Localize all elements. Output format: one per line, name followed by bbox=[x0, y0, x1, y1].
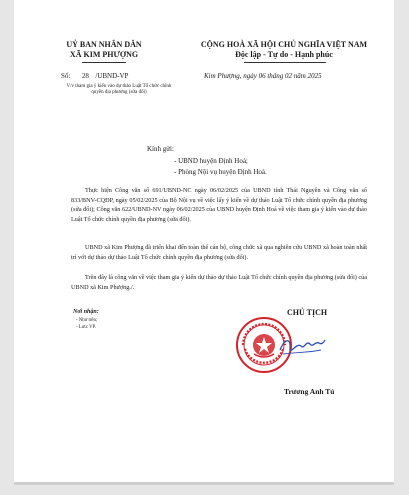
date-line: Kim Phượng, ngày 06 tháng 02 năm 2025 bbox=[204, 72, 322, 80]
agency-line-1: UỶ BAN NHÂN DÂN bbox=[66, 40, 142, 49]
addressee-item: - UBND huyện Định Hoá; bbox=[174, 157, 248, 165]
signer-name: Trương Anh Tú bbox=[284, 387, 335, 396]
recipient-item: - Lưu: VP. bbox=[76, 325, 96, 330]
addressee-label: Kính gửi: bbox=[147, 145, 174, 153]
recipients-label: Nơi nhận: bbox=[73, 309, 99, 315]
subject-line: V/v tham gia ý kiến vào dự thảo Luật Tổ chức chính quyền địa phương (sửa đổi) bbox=[66, 84, 172, 95]
body-paragraph-1: Thực hiện Công văn số 691/UBND-NC ngày 06/02/2025 của UBND tỉnh Thái Nguyên và Công văn số 833/BNV-CQĐP, ngày 05/02/2025 của Bộ Nội vụ về việc lấy ý kiến về dự thảo Luật Tổ chức chính quyền địa phương (sửa đổi); Công văn 622/UBND-NV ngày 06/02/2025 của UBND huyện Định Hoá về việc tham gia ý kiến vào dự thảo Luật Tổ chức chính quyền địa phương (sửa đổi). bbox=[71, 187, 367, 223]
motto-underline bbox=[244, 62, 326, 63]
body-paragraph-3: Trên đây là công văn về việc tham gia ý kiến dự thảo dự thảo Luật Tổ chức chính quyền địa phương (sửa đổi) của UBND xã Kim Phượng./. bbox=[71, 274, 367, 291]
body-paragraph-2: UBND xã Kim Phượng đã triển khai đến toàn thể cán bộ, công chức xã qua nghiên cứu UBND xã hoàn toàn nhất trí với dự thảo dự thảo Luật Tổ chức chính quyền địa phương (sửa đổi). bbox=[71, 244, 367, 261]
issuing-agency bbox=[44, 40, 164, 60]
page-shadow bbox=[14, 482, 394, 485]
document-page bbox=[14, 0, 394, 482]
document-number bbox=[61, 72, 128, 80]
addressee-item: - Phòng Nội vụ huyện Định Hoá. bbox=[174, 168, 267, 176]
nation-line-2: Độc lập - Tự do - Hạnh phúc bbox=[235, 50, 333, 59]
agency-underline bbox=[82, 62, 126, 63]
doc-number-value: 28 bbox=[81, 72, 89, 80]
national-header bbox=[184, 40, 384, 60]
doc-number-label: Số: bbox=[61, 72, 71, 80]
recipient-item: - Như trên; bbox=[76, 318, 98, 323]
doc-number-suffix: /UBND-VP bbox=[95, 72, 129, 80]
nation-line-1: CỘNG HOÀ XÃ HỘI CHỦ NGHĨA VIỆT NAM bbox=[200, 40, 368, 49]
signer-title: CHỦ TỊCH bbox=[287, 308, 328, 317]
handwritten-signature-icon bbox=[277, 332, 327, 362]
agency-line-2: XÃ KIM PHƯỢNG bbox=[69, 50, 139, 59]
